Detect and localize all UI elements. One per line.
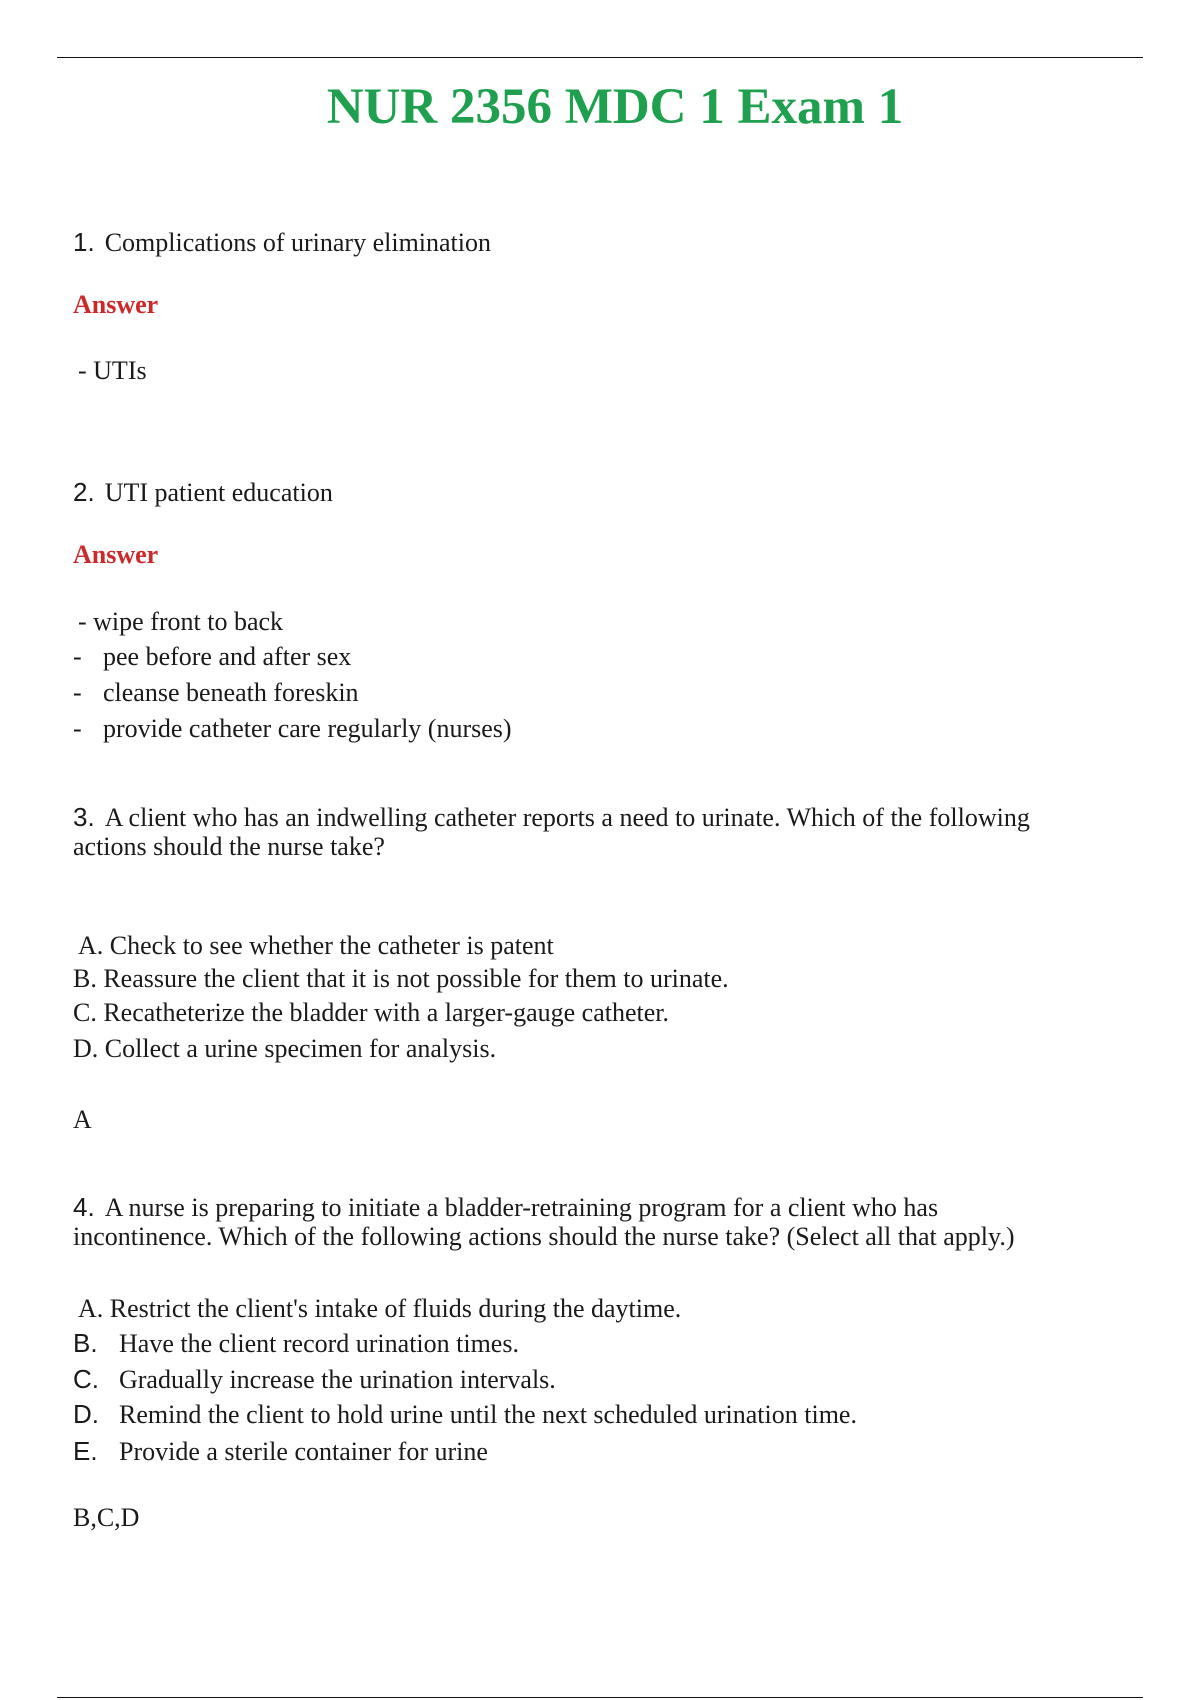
question-3-answer: A [73,1105,92,1134]
question-3-option-a: A. Check to see whether the catheter is patent [78,931,554,960]
question-4-number: 4. [73,1192,95,1222]
dash-icon: - [73,678,82,707]
question-1 [73,227,1133,258]
answer-2-item: - pee before and after sex [73,642,352,671]
question-3-option-d: D. Collect a urine specimen for analysis. [73,1034,497,1063]
question-2-text: UTI patient education [104,478,333,507]
dash-icon: - [73,714,82,743]
dash-icon: - [73,642,82,671]
question-4 [73,1192,1133,1223]
answer-label-2: Answer [73,540,159,569]
question-3-number: 3. [73,802,95,832]
answer-label-1: Answer [73,290,159,319]
question-3-option-c: C. Recatheterize the bladder with a larger-gauge catheter. [73,998,669,1027]
option-letter: B. [73,1328,98,1358]
question-4-option-b: B. Have the client record urination times. [73,1328,519,1358]
answer-2-first-line: - wipe front to back [78,607,284,636]
question-2-number: 2. [73,477,95,507]
bottom-rule [57,1697,1143,1698]
question-1-number: 1. [73,227,95,257]
question-4-option-c: C. Gradually increase the urination intervals. [73,1364,556,1394]
page-title: NUR 2356 MDC 1 Exam 1 [326,79,904,135]
question-4-option-d: D. Remind the client to hold urine until the next scheduled urination time. [73,1399,857,1429]
question-4-text-line1: A nurse is preparing to initiate a bladder-retraining program for a client who has [104,1193,939,1222]
question-1-text: Complications of urinary elimination [104,228,492,257]
question-4-option-a: A. Restrict the client's intake of fluids during the daytime. [78,1294,682,1323]
option-letter: E. [73,1436,98,1466]
question-4-text-line2: incontinence. Which of the following actions should the nurse take? (Select all that apply.) [73,1222,1015,1251]
question-3 [73,802,1133,833]
question-3-text-line1: A client who has an indwelling catheter reports a need to urinate. Which of the following [104,803,1030,832]
question-3-option-b: B. Reassure the client that it is not possible for them to urinate. [73,964,729,993]
question-2 [73,477,1133,508]
option-letter: D. [73,1399,99,1429]
question-4-answer: B,C,D [73,1503,140,1532]
answer-2-item: - provide catheter care regularly (nurses) [73,714,512,743]
question-3-text-line2: actions should the nurse take? [73,832,385,861]
answer-1-line: - UTIs [78,356,147,385]
option-letter: C. [73,1364,99,1394]
question-4-option-e: E. Provide a sterile container for urine [73,1436,488,1466]
top-rule [57,57,1143,58]
answer-2-item: - cleanse beneath foreskin [73,678,359,707]
